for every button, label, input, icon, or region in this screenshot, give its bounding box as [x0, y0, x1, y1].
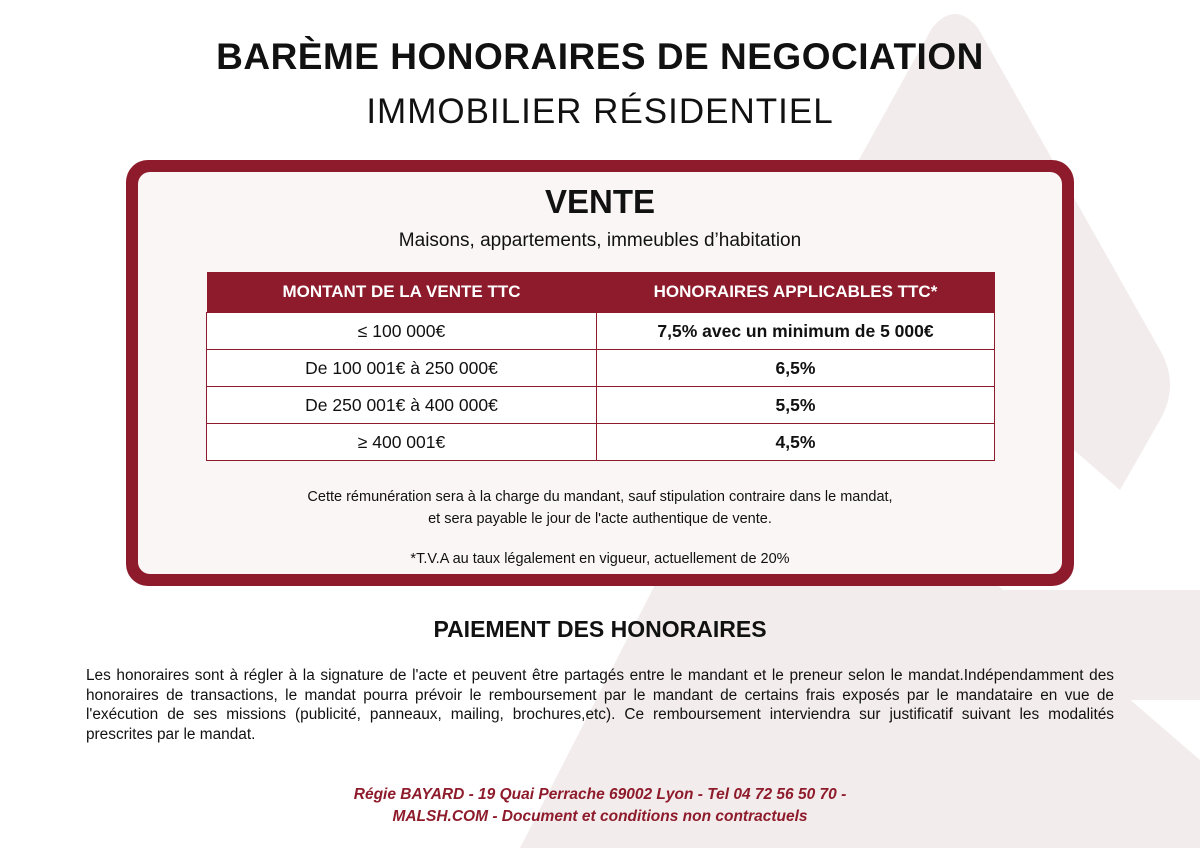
amount-cell: ≥ 400 001€ [207, 424, 597, 461]
amount-cell: De 250 001€ à 400 000€ [207, 387, 597, 424]
payment-title: PAIEMENT DES HONORAIRES [433, 616, 767, 642]
fee-table-header-row [207, 272, 995, 313]
payment-text: Les honoraires sont à régler à la signature de l'acte et peuvent être partagés entre le mandant et le preneur selon le mandat.Indépendamment des honoraires de transactions, le mandat pourra prévoir le remboursement par le mandant de certains frais exposés par le mandataire en vue de l'exécution de ses missions (publicité, panneaux, mailing, brochures,etc). Ce remboursement interviendra sur justificatif suivant les modalités prescrites par le mandat. [86, 667, 1114, 743]
table-row [207, 313, 995, 350]
page-title: BARÈME HONORAIRES DE NEGOCIATION [216, 36, 984, 77]
fee-cell: 5,5% [597, 387, 995, 424]
fee-table [206, 272, 995, 461]
table-row [207, 424, 995, 461]
charge-note-line2: et sera payable le jour de l'acte authentique de vente. [428, 511, 772, 527]
footer-address: Régie BAYARD - 19 Quai Perrache 69002 Lyon - Tel 04 72 56 50 70 - [353, 786, 847, 803]
page-subtitle: IMMOBILIER RÉSIDENTIEL [366, 92, 834, 131]
amount-cell: ≤ 100 000€ [207, 313, 597, 350]
footer-disclaimer: MALSH.COM - Document et conditions non contractuels [392, 808, 808, 825]
amount-cell: De 100 001€ à 250 000€ [207, 350, 597, 387]
header-montant: MONTANT DE LA VENTE TTC [207, 272, 597, 313]
vente-subtitle: Maisons, appartements, immeubles d’habitation [398, 230, 802, 251]
charge-note-line1: Cette rémunération sera à la charge du mandant, sauf stipulation contraire dans le mandat, [307, 489, 893, 505]
table-row [207, 387, 995, 424]
fee-cell: 7,5% avec un minimum de 5 000€ [597, 313, 995, 350]
vente-title: VENTE [544, 183, 656, 220]
fee-cell: 4,5% [597, 424, 995, 461]
fee-cell: 6,5% [597, 350, 995, 387]
tva-note: *T.V.A au taux légalement en vigueur, actuellement de 20% [410, 551, 790, 567]
header-honoraires: HONORAIRES APPLICABLES TTC* [597, 272, 995, 313]
table-row [207, 350, 995, 387]
